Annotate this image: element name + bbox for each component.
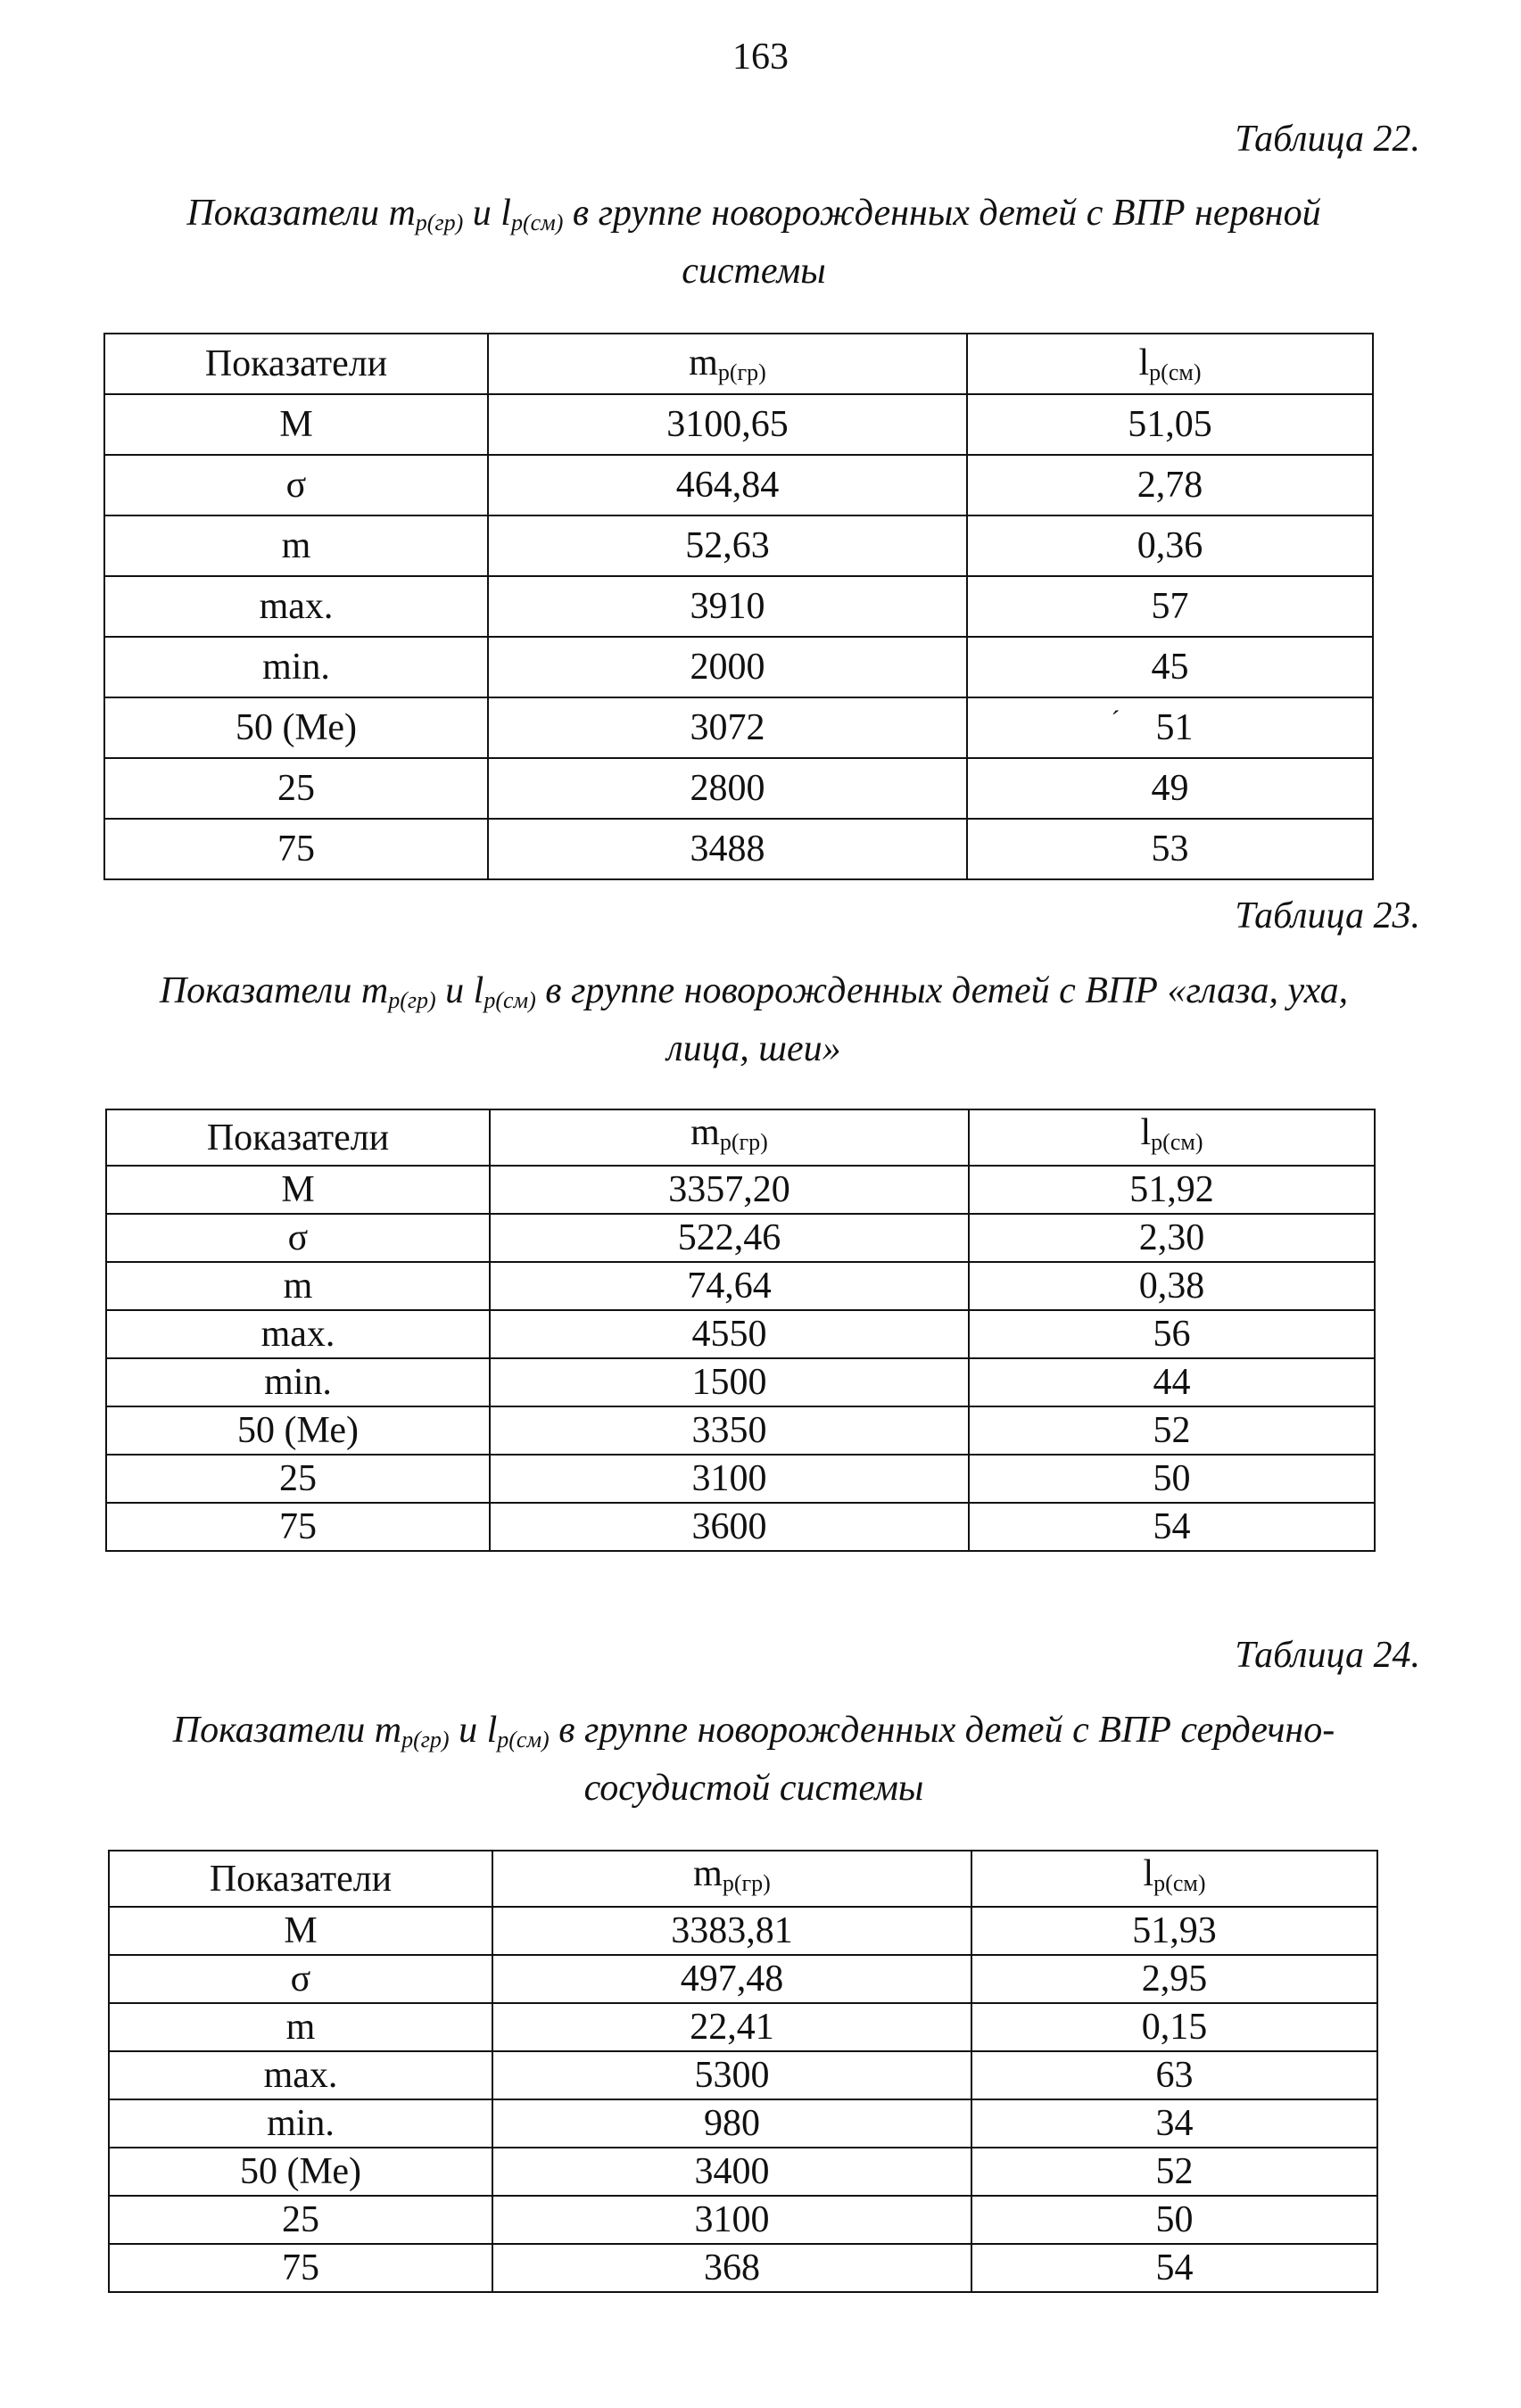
header-cell: Показатели	[106, 1109, 490, 1166]
table-cell: 45	[967, 637, 1373, 697]
table-cell: 53	[967, 819, 1373, 879]
table-cell: 2,78	[967, 455, 1373, 515]
table-cell: 3100	[490, 1455, 969, 1503]
table-row	[104, 515, 1373, 576]
table-cell: 51,92	[969, 1166, 1375, 1214]
table-row	[109, 2099, 1377, 2148]
table-row	[106, 1503, 1375, 1551]
table-cell: 522,46	[490, 1214, 969, 1262]
table-cell: 980	[492, 2099, 971, 2148]
table-cell: max.	[106, 1310, 490, 1358]
table-cell: 50 (Ме)	[109, 2148, 492, 2196]
table-row	[106, 1358, 1375, 1406]
table-row	[106, 1406, 1375, 1455]
table-cell: 50 (Ме)	[106, 1406, 490, 1455]
header-cell: $l_{р(см)}$	[967, 334, 1373, 394]
table-cell: 63	[971, 2051, 1377, 2099]
data-table	[105, 1109, 1376, 1552]
table-label: Таблица 24.	[1235, 1635, 1420, 1676]
table-cell: σ	[106, 1214, 490, 1262]
table-cell: 0,38	[969, 1262, 1375, 1310]
table-cell: 1500	[490, 1358, 969, 1406]
table-cell: 50 (Ме)	[104, 697, 488, 758]
table-cell: 3600	[490, 1503, 969, 1551]
table-cell: 52,63	[488, 515, 967, 576]
table-row	[106, 1455, 1375, 1503]
table-cell: 3400	[492, 2148, 971, 2196]
table-row	[104, 819, 1373, 879]
table-title: Показатели $m_{р(гр)}$ и $l_{р(см)}$ в группе новорожденных детей с ВПР нервной системы	[186, 193, 1321, 292]
table-cell: 44	[969, 1358, 1375, 1406]
data-table	[108, 1850, 1378, 2293]
table-row	[109, 2148, 1377, 2196]
table-cell: 3910	[488, 576, 967, 637]
header-cell: Показатели	[109, 1851, 492, 1907]
table-cell: 2,95	[971, 1955, 1377, 2003]
table-cell: 4550	[490, 1310, 969, 1358]
table-cell: 3072	[488, 697, 967, 758]
table-cell: 54	[969, 1503, 1375, 1551]
table-cell: σ	[104, 455, 488, 515]
table-cell: М	[104, 394, 488, 455]
table-cell: m	[104, 515, 488, 576]
page-number: 163	[732, 37, 789, 78]
table-cell: 52	[969, 1406, 1375, 1455]
table-cell: 497,48	[492, 1955, 971, 2003]
table-cell: min.	[109, 2099, 492, 2148]
table-cell: 25	[109, 2196, 492, 2244]
table-cell: 3488	[488, 819, 967, 879]
table-cell: min.	[104, 637, 488, 697]
table-cell: 368	[492, 2244, 971, 2292]
header-cell: $l_{р(см)}$	[971, 1851, 1377, 1907]
table-cell: min.	[106, 1358, 490, 1406]
table-cell: max.	[104, 576, 488, 637]
table-cell: М	[109, 1907, 492, 1955]
table-cell: $^ˊ$ 51	[967, 697, 1373, 758]
table-cell: 3357,20	[490, 1166, 969, 1214]
header-cell: Показатели	[104, 334, 488, 394]
table-row	[104, 394, 1373, 455]
table-row	[104, 697, 1373, 758]
table-row	[109, 1955, 1377, 2003]
table-row	[104, 637, 1373, 697]
table-cell: 75	[104, 819, 488, 879]
header-cell: $l_{р(см)}$	[969, 1109, 1375, 1166]
table-row	[106, 1310, 1375, 1358]
table-row	[109, 2003, 1377, 2051]
table-cell: 2800	[488, 758, 967, 819]
table-cell: max.	[109, 2051, 492, 2099]
table-row	[106, 1262, 1375, 1310]
table-cell: 3100	[492, 2196, 971, 2244]
table-cell: 75	[106, 1503, 490, 1551]
table-header-row	[104, 334, 1373, 394]
table-cell: 49	[967, 758, 1373, 819]
table-title: Показатели $m_{р(гр)}$ и $l_{р(см)}$ в группе новорожденных детей с ВПР сердечно- сосудистой системы	[172, 1710, 1335, 1809]
table-header-row	[106, 1109, 1375, 1166]
table-row	[106, 1214, 1375, 1262]
table-cell: 25	[104, 758, 488, 819]
table-cell: 51,93	[971, 1907, 1377, 1955]
table-cell: 50	[971, 2196, 1377, 2244]
table-row	[109, 2244, 1377, 2292]
table-title: Показатели $m_{р(гр)}$ и $l_{р(см)}$ в группе новорожденных детей с ВПР «глаза, уха, лица, шеи»	[159, 970, 1349, 1069]
table-label: Таблица 22.	[1235, 119, 1420, 160]
table-cell: 3350	[490, 1406, 969, 1455]
table-cell: 50	[969, 1455, 1375, 1503]
table-header-row	[109, 1851, 1377, 1907]
table-cell: 75	[109, 2244, 492, 2292]
table-row	[109, 1907, 1377, 1955]
data-table	[103, 333, 1374, 880]
table-row	[104, 455, 1373, 515]
header-cell: $m_{р(гр)}$	[490, 1109, 969, 1166]
header-cell: $m_{р(гр)}$	[492, 1851, 971, 1907]
table-cell: 51,05	[967, 394, 1373, 455]
table-cell: 25	[106, 1455, 490, 1503]
table-cell: 2000	[488, 637, 967, 697]
table-row	[104, 576, 1373, 637]
table-cell: 52	[971, 2148, 1377, 2196]
table-row	[109, 2196, 1377, 2244]
table-row	[109, 2051, 1377, 2099]
stray-mark: ˊ	[1111, 705, 1120, 735]
table-cell: 3100,65	[488, 394, 967, 455]
table-cell: 2,30	[969, 1214, 1375, 1262]
table-row	[106, 1166, 1375, 1214]
table-cell: 56	[969, 1310, 1375, 1358]
table-cell: 74,64	[490, 1262, 969, 1310]
table-cell: 3383,81	[492, 1907, 971, 1955]
table-label: Таблица 23.	[1235, 895, 1420, 936]
table-cell: М	[106, 1166, 490, 1214]
header-cell: $m_{р(гр)}$	[488, 334, 967, 394]
table-cell: 54	[971, 2244, 1377, 2292]
table-cell: 34	[971, 2099, 1377, 2148]
table-cell: 0,15	[971, 2003, 1377, 2051]
table-cell: 5300	[492, 2051, 971, 2099]
table-cell: 464,84	[488, 455, 967, 515]
table-cell: 22,41	[492, 2003, 971, 2051]
table-cell: σ	[109, 1955, 492, 2003]
table-cell: m	[109, 2003, 492, 2051]
table-row	[104, 758, 1373, 819]
table-cell: 0,36	[967, 515, 1373, 576]
table-cell: m	[106, 1262, 490, 1310]
table-cell: 57	[967, 576, 1373, 637]
